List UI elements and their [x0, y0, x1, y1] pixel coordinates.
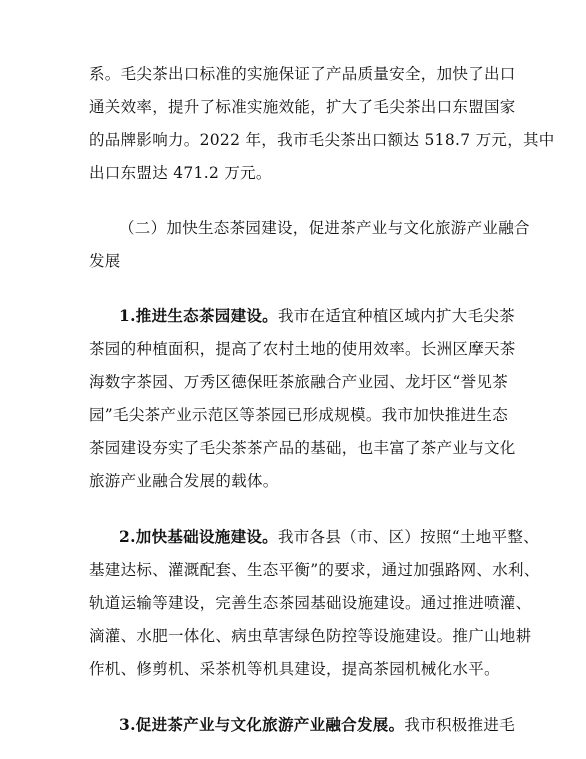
text-line — [89, 659, 499, 679]
text-run: 通关效率，提升了标准实施效能，扩大了毛尖茶出口东盟国家 — [89, 98, 516, 116]
text-line — [89, 64, 516, 84]
text-run: 旅游产业融合发展的载体。 — [89, 472, 279, 490]
text-line — [89, 593, 532, 613]
text-line — [89, 405, 509, 425]
text-line — [89, 438, 516, 458]
heading-run: 1.推进生态茶园建设。 — [119, 306, 278, 325]
text-line — [89, 471, 499, 491]
text-run: 园”毛尖茶产业示范区等茶园已形成规模。我市加快推进生态 — [89, 406, 509, 424]
text-run: （二）加快生态茶园建设，促进茶产业与文化旅游产业融合 — [119, 219, 530, 237]
text-run: 茶园建设夯实了毛尖茶茶产品的基础，也丰富了茶产业与文化 — [89, 439, 516, 457]
text-line — [119, 218, 530, 238]
text-run: 作机、修剪机、采茶机等机具建设，提高茶园机械化水平。 — [89, 660, 500, 678]
text-line — [89, 130, 555, 150]
text-run: 滴灌、水肥一体化、病虫草害绿色防控等设施建设。推广山地耕 — [89, 627, 532, 645]
text-line — [89, 372, 509, 392]
text-run: 基建达标、灌溉配套、生态平衡”的要求，通过加强路网、水利、 — [89, 561, 540, 579]
text-run: 茶园的种植面积，提高了农村土地的使用效率。长洲区摩天茶 — [89, 340, 516, 358]
text-run: 的品牌影响力。2022 年，我市毛尖茶出口额达 518.7 万元，其中 — [89, 131, 555, 149]
text-line — [89, 97, 516, 117]
text-run: 海数字茶园、万秀区德保旺茶旅融合产业园、龙圩区“誉见茶 — [89, 373, 509, 391]
heading-run: 2.加快基础设施建设。 — [119, 527, 278, 546]
text-line — [119, 306, 515, 326]
text-line — [119, 527, 540, 547]
text-line — [119, 715, 515, 735]
text-run: 我市各县（市、区）按照“土地平整、 — [277, 528, 540, 546]
text-line — [89, 560, 540, 580]
text-line — [89, 339, 516, 359]
text-run: 我市在适宜种植区域内扩大毛尖茶 — [277, 307, 515, 325]
text-run: 我市积极推进毛 — [404, 716, 515, 734]
text-run: 系。毛尖茶出口标准的实施保证了产品质量安全，加快了出口 — [89, 65, 516, 83]
heading-run: 3.促进茶产业与文化旅游产业融合发展。 — [119, 715, 405, 734]
text-run: 发展 — [89, 252, 121, 270]
text-line — [89, 626, 532, 646]
text-run: 轨道运输等建设，完善生态茶园基础设施建设。通过推进喷灌、 — [89, 594, 532, 612]
text-run: 出口东盟达 471.2 万元。 — [89, 164, 272, 182]
text-line — [89, 163, 499, 183]
text-line — [89, 251, 499, 271]
